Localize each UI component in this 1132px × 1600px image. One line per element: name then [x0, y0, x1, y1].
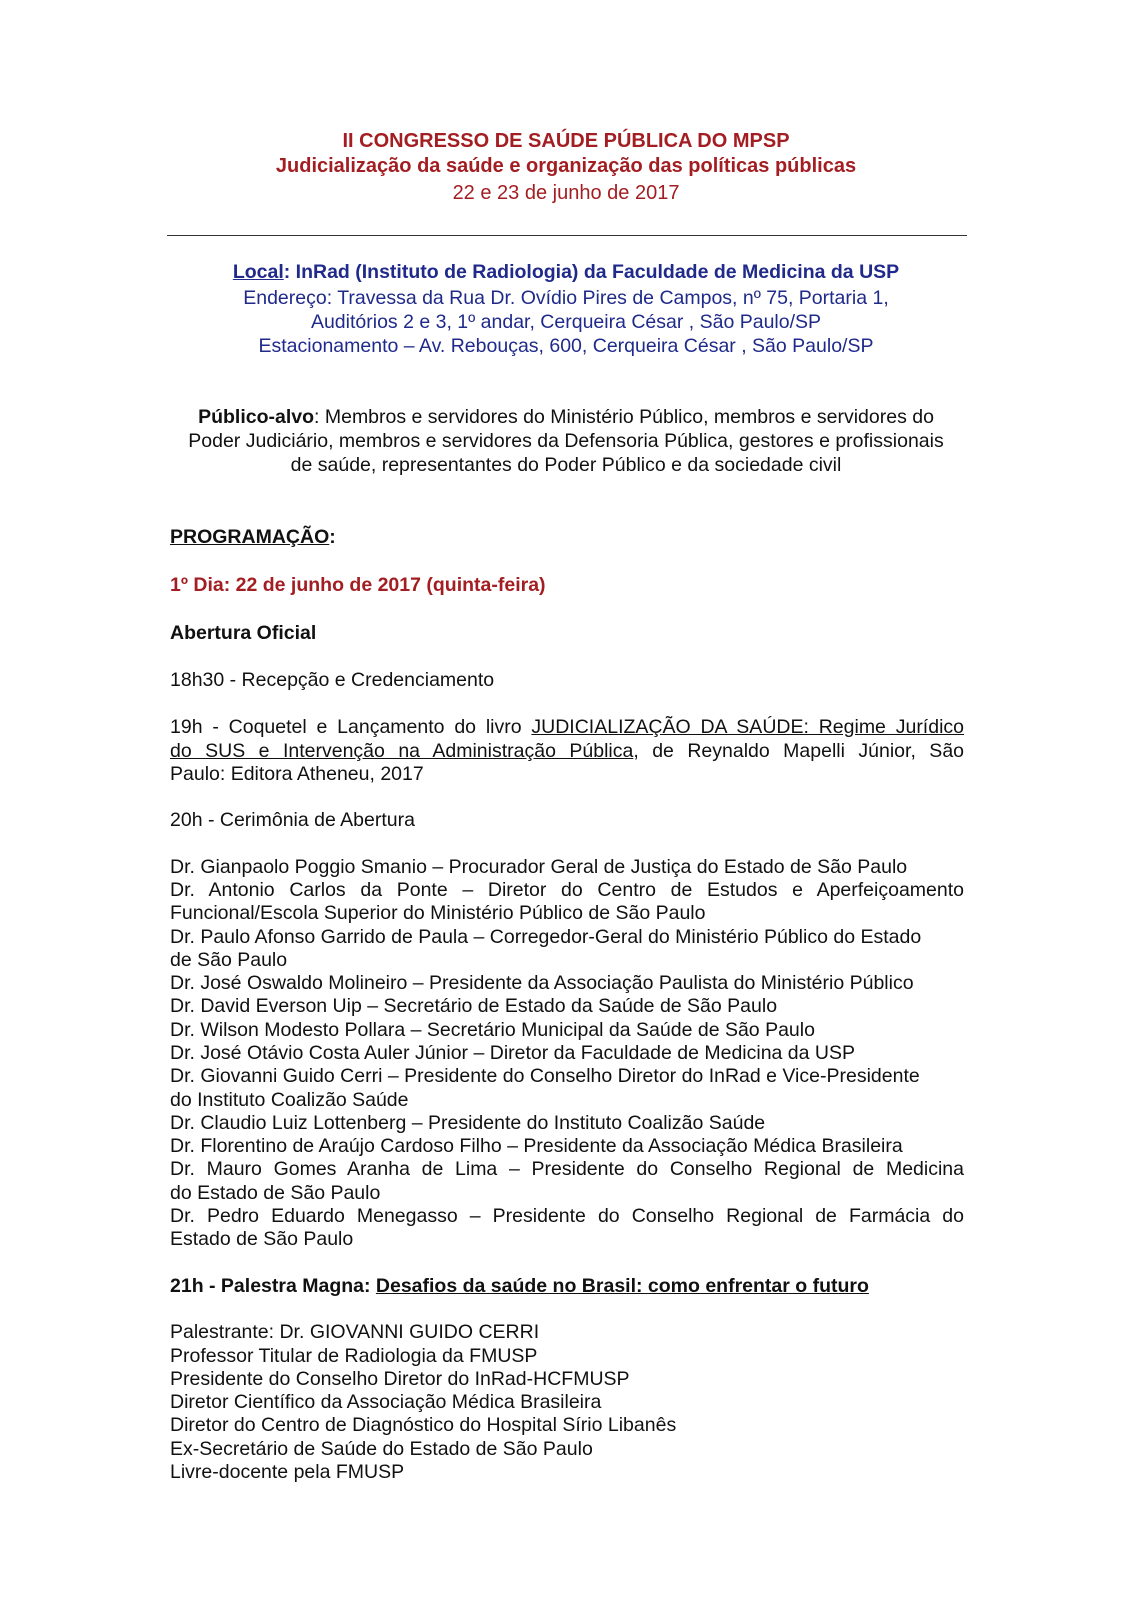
- speaker-line: Palestrante: Dr. GIOVANNI GUIDO CERRI: [170, 1321, 540, 1343]
- book-line-2: do SUS e Intervenção na Administração Pública, de Reynaldo Mapelli Júnior, São: [170, 740, 965, 762]
- audience-label: Público-alvo: [198, 406, 315, 428]
- authority-line: Dr. David Everson Uip – Secretário de Estado da Saúde de São Paulo: [170, 995, 778, 1017]
- reception-item: 18h30 - Recepção e Credenciamento: [170, 669, 495, 691]
- audience-line-2: Poder Judiciário, membros e servidores da Defensoria Pública, gestores e profissionais: [188, 430, 944, 452]
- book-line-3: Paulo: Editora Atheneu, 2017: [170, 763, 424, 785]
- authority-line: Dr. Mauro Gomes Aranha de Lima – Presidente do Conselho Regional de Medicina: [170, 1158, 964, 1180]
- authority-line: Funcional/Escola Superior do Ministério Público de São Paulo: [170, 902, 706, 924]
- location-venue-text: : InRad (Instituto de Radiologia) da Faculdade de Medicina da USP: [283, 261, 900, 283]
- speaker-line: Diretor do Centro de Diagnóstico do Hospital Sírio Libanês: [170, 1414, 677, 1436]
- ceremony-item: 20h - Cerimônia de Abertura: [170, 809, 415, 831]
- authority-line: Dr. Gianpaolo Poggio Smanio – Procurador Geral de Justiça do Estado de São Paulo: [170, 856, 908, 878]
- congress-dates: 22 e 23 de junho de 2017: [452, 182, 680, 204]
- congress-subtitle: Judicialização da saúde e organização das políticas públicas: [275, 155, 857, 177]
- speaker-line: Livre-docente pela FMUSP: [170, 1461, 405, 1483]
- authority-line: do Instituto Coalizão Saúde: [170, 1089, 409, 1111]
- keynote-title: Desafios da saúde no Brasil: como enfrentar o futuro: [375, 1275, 869, 1297]
- book-line-1: 19h - Coquetel e Lançamento do livro JUDICIALIZAÇÃO DA SAÚDE: Regime Jurídico: [170, 716, 964, 738]
- audience-text-1: : Membros e servidores do Ministério Público, membros e servidores do: [314, 406, 934, 428]
- location-address-1: Endereço: Travessa da Rua Dr. Ovídio Pires de Campos, nº 75, Portaria 1,: [243, 287, 889, 309]
- authority-line: Dr. Claudio Luiz Lottenberg – Presidente do Instituto Coalizão Saúde: [170, 1112, 766, 1134]
- authority-line: do Estado de São Paulo: [170, 1182, 381, 1204]
- authority-line: de São Paulo: [170, 949, 288, 971]
- keynote-heading: 21h - Palestra Magna: Desafios da saúde no Brasil: como enfrentar o futuro: [170, 1275, 869, 1297]
- authority-line: Dr. Florentino de Araújo Cardoso Filho – Presidente da Associação Médica Brasileira: [170, 1135, 903, 1157]
- day1-heading: 1º Dia: 22 de junho de 2017 (quinta-feira): [170, 574, 546, 596]
- location-parking: Estacionamento – Av. Rebouças, 600, Cerqueira César , São Paulo/SP: [258, 335, 874, 357]
- speaker-line: Presidente do Conselho Diretor do InRad-HCFMUSP: [170, 1368, 630, 1390]
- authority-line: Dr. Pedro Eduardo Menegasso – Presidente do Conselho Regional de Farmácia do: [170, 1205, 964, 1227]
- location-venue: [0, 260, 1132, 284]
- authority-line: Dr. Paulo Afonso Garrido de Paula – Corregedor-Geral do Ministério Público do Estado: [170, 926, 922, 948]
- location-label: Local: [232, 261, 284, 283]
- authority-line: Dr. Antonio Carlos da Ponte – Diretor do Centro de Estudos e Aperfeiçoamento: [170, 879, 964, 901]
- authority-line: Estado de São Paulo: [170, 1228, 354, 1250]
- authority-line: Dr. Giovanni Guido Cerri – Presidente do Conselho Diretor do InRad e Vice-Presidente: [170, 1065, 920, 1087]
- audience-line-3: de saúde, representantes do Poder Público e da sociedade civil: [290, 454, 842, 476]
- book-title: JUDICIALIZAÇÃO DA SAÚDE: Regime Jurídico: [531, 716, 964, 738]
- opening-heading: Abertura Oficial: [170, 622, 317, 644]
- speaker-line: Professor Titular de Radiologia da FMUSP: [170, 1345, 538, 1367]
- authority-line: Dr. Wilson Modesto Pollara – Secretário Municipal da Saúde de São Paulo: [170, 1019, 815, 1041]
- authority-line: Dr. José Oswaldo Molineiro – Presidente da Associação Paulista do Ministério Público: [170, 972, 914, 994]
- audience-line-1: [0, 405, 1132, 429]
- location-address-2: Auditórios 2 e 3, 1º andar, Cerqueira César , São Paulo/SP: [310, 311, 822, 333]
- congress-title: II CONGRESSO DE SAÚDE PÚBLICA DO MPSP: [342, 130, 790, 152]
- speaker-line: Ex-Secretário de Saúde do Estado de São Paulo: [170, 1438, 593, 1460]
- authority-line: Dr. José Otávio Costa Auler Júnior – Diretor da Faculdade de Medicina da USP: [170, 1042, 856, 1064]
- divider: [167, 235, 967, 236]
- program-heading: PROGRAMAÇÃO:: [170, 526, 336, 548]
- speaker-line: Diretor Científico da Associação Médica Brasileira: [170, 1391, 602, 1413]
